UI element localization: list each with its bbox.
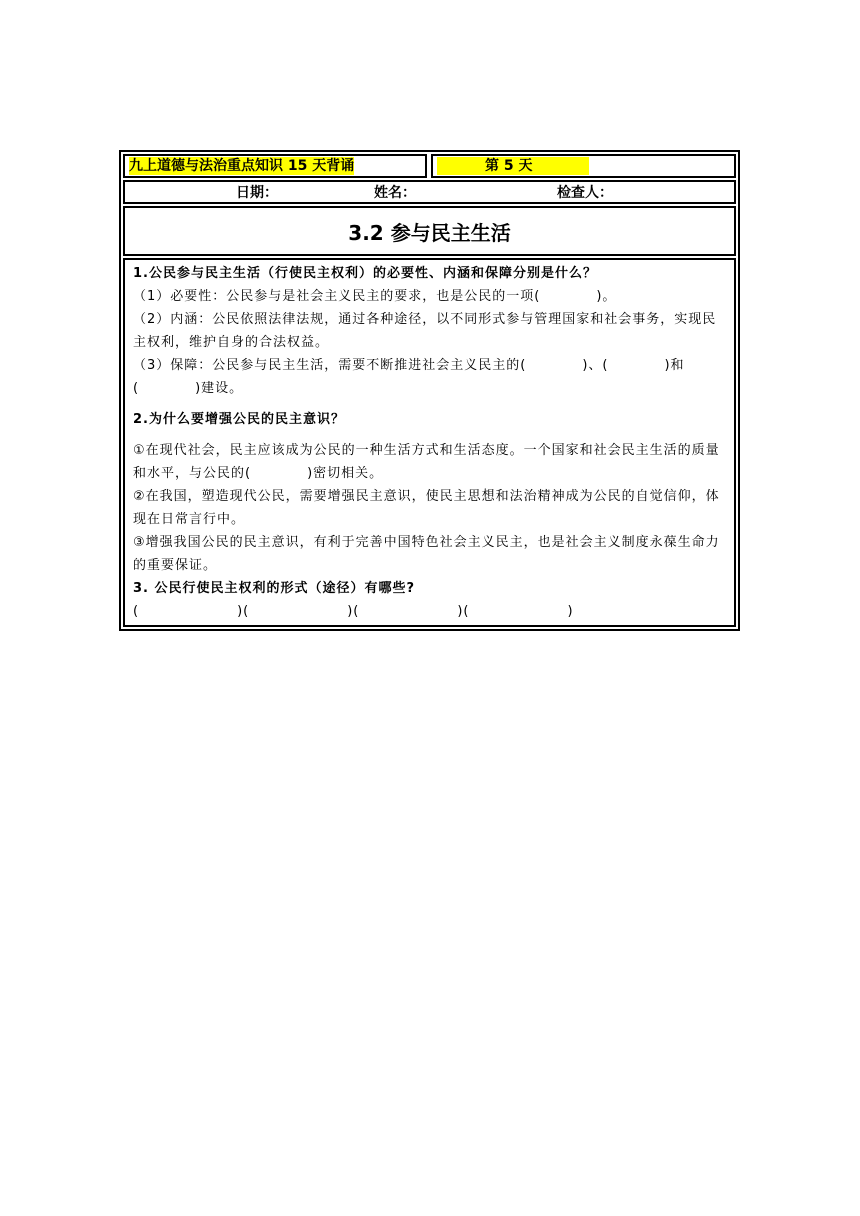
name-label: 姓名：: [374, 185, 416, 201]
answer-3-blanks: ( )( )( )( ): [133, 604, 574, 619]
question-1: 1.公民参与民主生活（行使民主权利）的必要性、内涵和保障分别是什么？: [133, 266, 597, 281]
info-row: [123, 180, 736, 204]
answer-1-guarantee: （3）保障：公民参与民主生活，需要不断推进社会主义民主的( )、( )和( )建设。: [133, 358, 685, 396]
question-3: 3. 公民行使民主权利的形式（途径）有哪些?: [133, 581, 416, 596]
answer-1-meaning: （2）内涵：公民依照法律法规，通过各种途径，以不同形式参与管理国家和社会事务，实现民主权利，维护自身的合法权益。: [133, 312, 717, 350]
day-label: 第 5 天: [437, 157, 589, 175]
question-2: 2.为什么要增强公民的民主意识？: [133, 412, 345, 427]
answer-2-point-3: ③增强我国公民的民主意识，有利于完善中国特色社会主义民主，也是社会主义制度永葆生命力的重要保证。: [133, 535, 720, 573]
header-day-cell: [431, 154, 736, 178]
header-row: [123, 154, 736, 178]
section-title: 3.2 参与民主生活: [348, 220, 511, 245]
section-heading-row: [123, 206, 736, 256]
answer-2-point-1: ①在现代社会，民主应该成为公民的一种生活方式和生活态度。一个国家和社会民主生活的质量和水平，与公民的( )密切相关。: [133, 443, 720, 481]
answer-1-necessity: （1）必要性：公民参与是社会主义民主的要求，也是公民的一项( )。: [133, 289, 617, 304]
answer-2-point-2: ②在我国，塑造现代公民，需要增强民主意识，使民主思想和法治精神成为公民的自觉信仰，体现在日常言行中。: [133, 489, 720, 527]
content-cell: [123, 258, 736, 627]
header-title-cell: [123, 154, 427, 178]
date-label: 日期：: [236, 185, 278, 201]
header-title: 九上道德与法治重点知识 15 天背诵: [129, 158, 355, 174]
worksheet-table: [119, 150, 740, 631]
checker-label: 检查人：: [557, 185, 613, 201]
